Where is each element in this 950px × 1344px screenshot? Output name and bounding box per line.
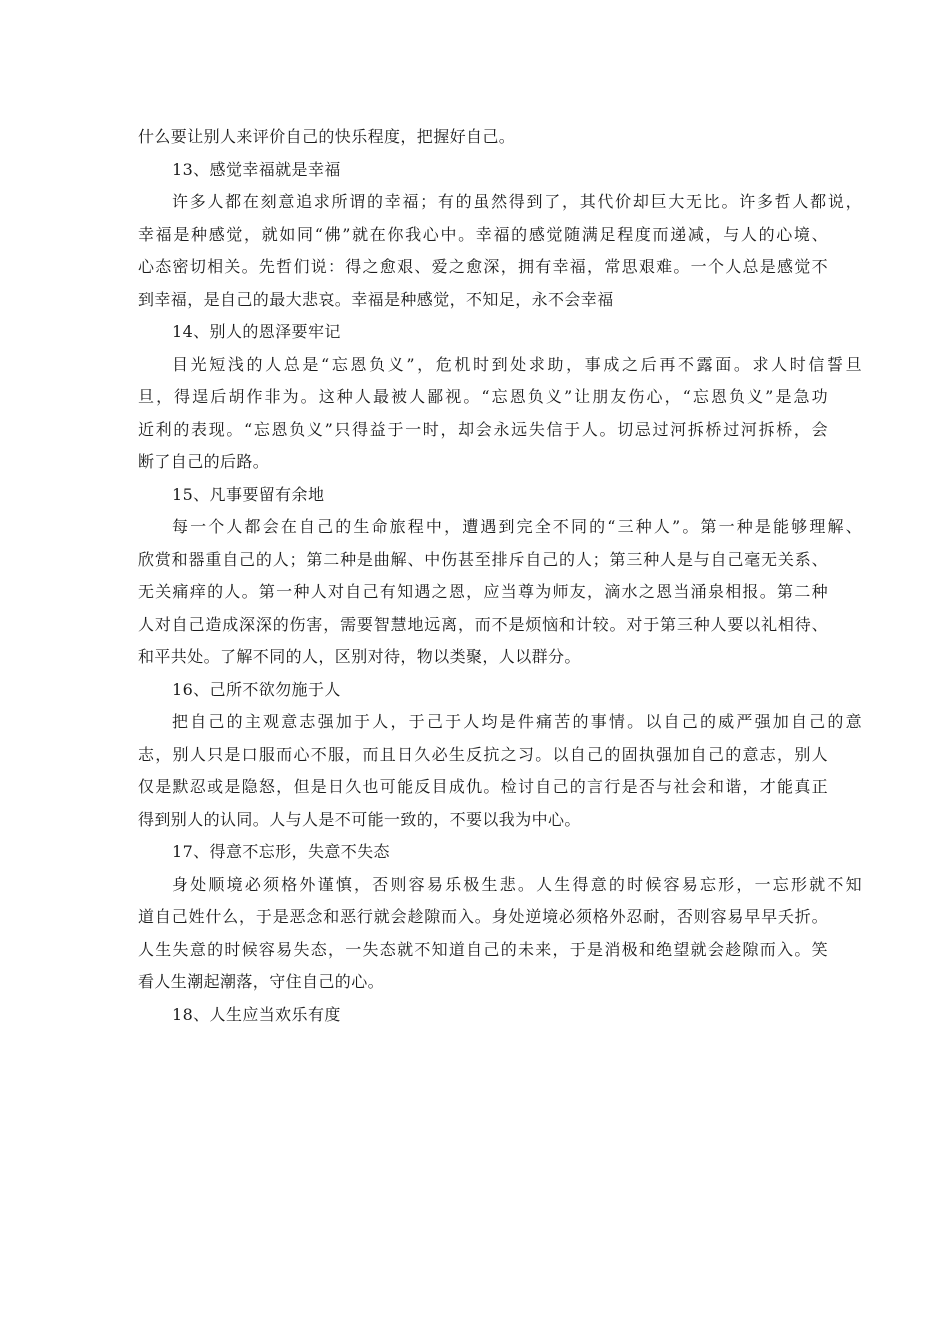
section-heading-18: 18、人生应当欢乐有度 (172, 1004, 341, 1024)
text-line: 心态密切相关。先哲们说：得之愈艰、爱之愈深，拥有幸福，常思艰难。一个人总是感觉不 (138, 257, 828, 276)
text-line: 近利的表现。“忘恩负义”只得益于一时，却会永远失信于人。切忌过河拆桥过河拆桥，会 (138, 419, 828, 439)
text-line: 每一个人都会在自己的生命旅程中，遭遇到完全不同的“三种人”。第一种是能够理解、 (172, 517, 862, 536)
document-page (138, 121, 862, 1031)
text-line: 仅是默忍或是隐怒，但是日久也可能反目成仇。检讨自己的言行是否与社会和谐，才能真正 (138, 777, 828, 796)
text-line: 无关痛痒的人。第一种人对自己有知遇之恩，应当尊为师友，滴水之恩当涌泉相报。第二种 (138, 582, 828, 601)
text-line: 许多人都在刻意追求所谓的幸福；有的虽然得到了，其代价却巨大无比。许多哲人都说， (172, 192, 862, 211)
section-heading-14: 14、别人的恩泽要牢记 (172, 322, 341, 341)
text-line: 欣赏和器重自己的人；第二种是曲解、中伤甚至排斥自己的人；第三种人是与自己毫无关系、 (138, 549, 828, 569)
section-heading-17: 17、得意不忘形，失意不失态 (172, 842, 390, 861)
text-line: 幸福是种感觉，就如同“佛”就在你我心中。幸福的感觉随满足程度而递减，与人的心境、 (138, 224, 828, 244)
text-line: 道自己姓什么，于是恶念和恶行就会趁隙而入。身处逆境必须格外忍耐，否则容易早早夭折。 (138, 907, 828, 926)
text-line: 断了自己的后路。 (138, 452, 270, 471)
text-line: 旦，得逞后胡作非为。这种人最被人鄙视。“忘恩负义”让朋友伤心，“忘恩负义”是急功 (138, 387, 828, 406)
section-heading-13: 13、感觉幸福就是幸福 (172, 159, 341, 179)
text-line: 得到别人的认同。人与人是不可能一致的，不要以我为中心。 (138, 809, 581, 829)
text-line: 人生失意的时候容易失态，一失态就不知道自己的未来，于是消极和绝望就会趁隙而入。笑 (138, 939, 828, 959)
text-line: 目光短浅的人总是“忘恩负义”，危机时到处求助，事成之后再不露面。求人时信誓旦 (172, 354, 862, 374)
text-line: 志，别人只是口服而心不服，而且日久必生反抗之习。以自己的固执强加自己的意志，别人 (138, 744, 828, 764)
text-line: 把自己的主观意志强加于人，于己于人均是件痛苦的事情。以自己的威严强加自己的意 (172, 712, 862, 731)
text-line: 什么要让别人来评价自己的快乐程度，把握好自己。 (138, 127, 516, 146)
text-line: 看人生潮起潮落，守住自己的心。 (138, 972, 385, 991)
text-line: 人对自己造成深深的伤害，需要智慧地远离，而不是烦恼和计较。对于第三种人要以礼相待、 (138, 614, 828, 634)
text-line: 到幸福，是自己的最大悲哀。幸福是种感觉，不知足，永不会幸福 (138, 289, 614, 309)
section-heading-16: 16、己所不欲勿施于人 (172, 679, 341, 699)
section-heading-15: 15、凡事要留有余地 (172, 484, 325, 504)
text-line: 身处顺境必须格外谨慎，否则容易乐极生悲。人生得意的时候容易忘形，一忘形就不知 (172, 874, 862, 894)
text-line: 和平共处。了解不同的人，区别对待，物以类聚，人以群分。 (138, 647, 581, 666)
